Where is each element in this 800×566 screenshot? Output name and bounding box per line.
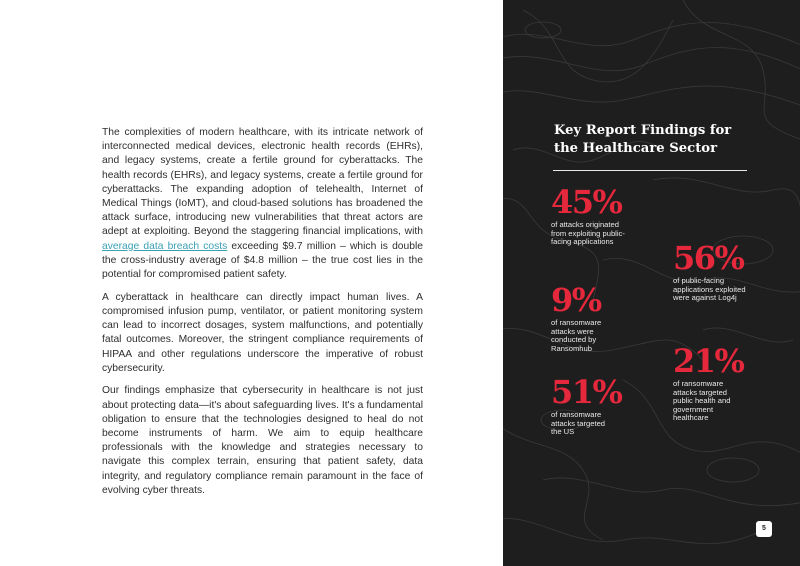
stat-label: of ransomware attacks targeted public health and government healthcare bbox=[673, 379, 731, 423]
stat-card bbox=[551, 281, 617, 353]
page-number: 5 bbox=[756, 521, 772, 537]
stat-value: 21% bbox=[673, 342, 744, 380]
paragraph-1-text-b: exceeding $9.7 million – which is double the cross-industry average of $4.8 million – the true cost lies in the potential for compromised patient safety. bbox=[102, 240, 423, 281]
stat-label: of public-facing applications exploited were against Log4j bbox=[673, 276, 746, 303]
stat-value: 56% bbox=[673, 239, 744, 277]
stat-label: of attacks originated from exploiting public-facing applications bbox=[551, 220, 625, 247]
findings-panel bbox=[503, 0, 800, 566]
stat-card bbox=[551, 183, 631, 247]
paragraph-1 bbox=[102, 126, 423, 282]
body-text bbox=[102, 126, 423, 507]
stat-card bbox=[673, 239, 758, 303]
stat-card bbox=[551, 373, 622, 437]
paragraph-3: Our findings emphasize that cybersecurity in healthcare is not just about protecting data—it's about safeguarding lives. It's a fundamental obligation to ensure that the technologies designed to heal do not become instruments of harm. We aim to equip healthcare professionals with the knowledge and strategies necessary to navigate this complex terrain, ensuring that patient safety, data integrity, and regulatory compliance remain paramount in the face of evolving cyber threats. bbox=[102, 385, 423, 496]
stat-label: of ransomware attacks targeted the US bbox=[551, 410, 606, 437]
stat-value: 45% bbox=[551, 183, 622, 221]
stat-card bbox=[673, 342, 747, 423]
findings-heading: Key Report Findings for the Healthcare Sector bbox=[554, 123, 732, 156]
average-data-breach-costs-link[interactable]: average data breach costs bbox=[102, 240, 228, 252]
paragraph-1-text-a: The complexities of modern healthcare, with its intricate network of interconnected medical devices, electronic health records (EHRs), and legacy systems, create a fertile ground for cyberattacks. The health records (EHRs), and legacy systems, create a fertile ground for cyberattacks. The expanding adoption of telehealth, Internet of Medical Things (IoMT), and cloud-based solutions has broadened the attack surface, introducing new vulnerabilities that threat actors are adept at exploiting. Beyond the staggering financial implications, with bbox=[102, 127, 423, 238]
stat-value: 51% bbox=[551, 373, 622, 411]
paragraph-2: A cyberattack in healthcare can directly impact human lives. A compromised infusion pump, ventilator, or patient monitoring system can lead to incorrect dosages, system malfunctions, and potentially fatal outcomes. Moreover, the stringent compliance requirements of HIPAA and other regulations underscore the imperative of robust cybersecurity. bbox=[102, 291, 423, 374]
stat-label: of ransomware attacks were conducted by Ransomhub bbox=[551, 318, 602, 353]
heading-divider bbox=[553, 170, 747, 171]
stat-value: 9% bbox=[551, 281, 601, 319]
